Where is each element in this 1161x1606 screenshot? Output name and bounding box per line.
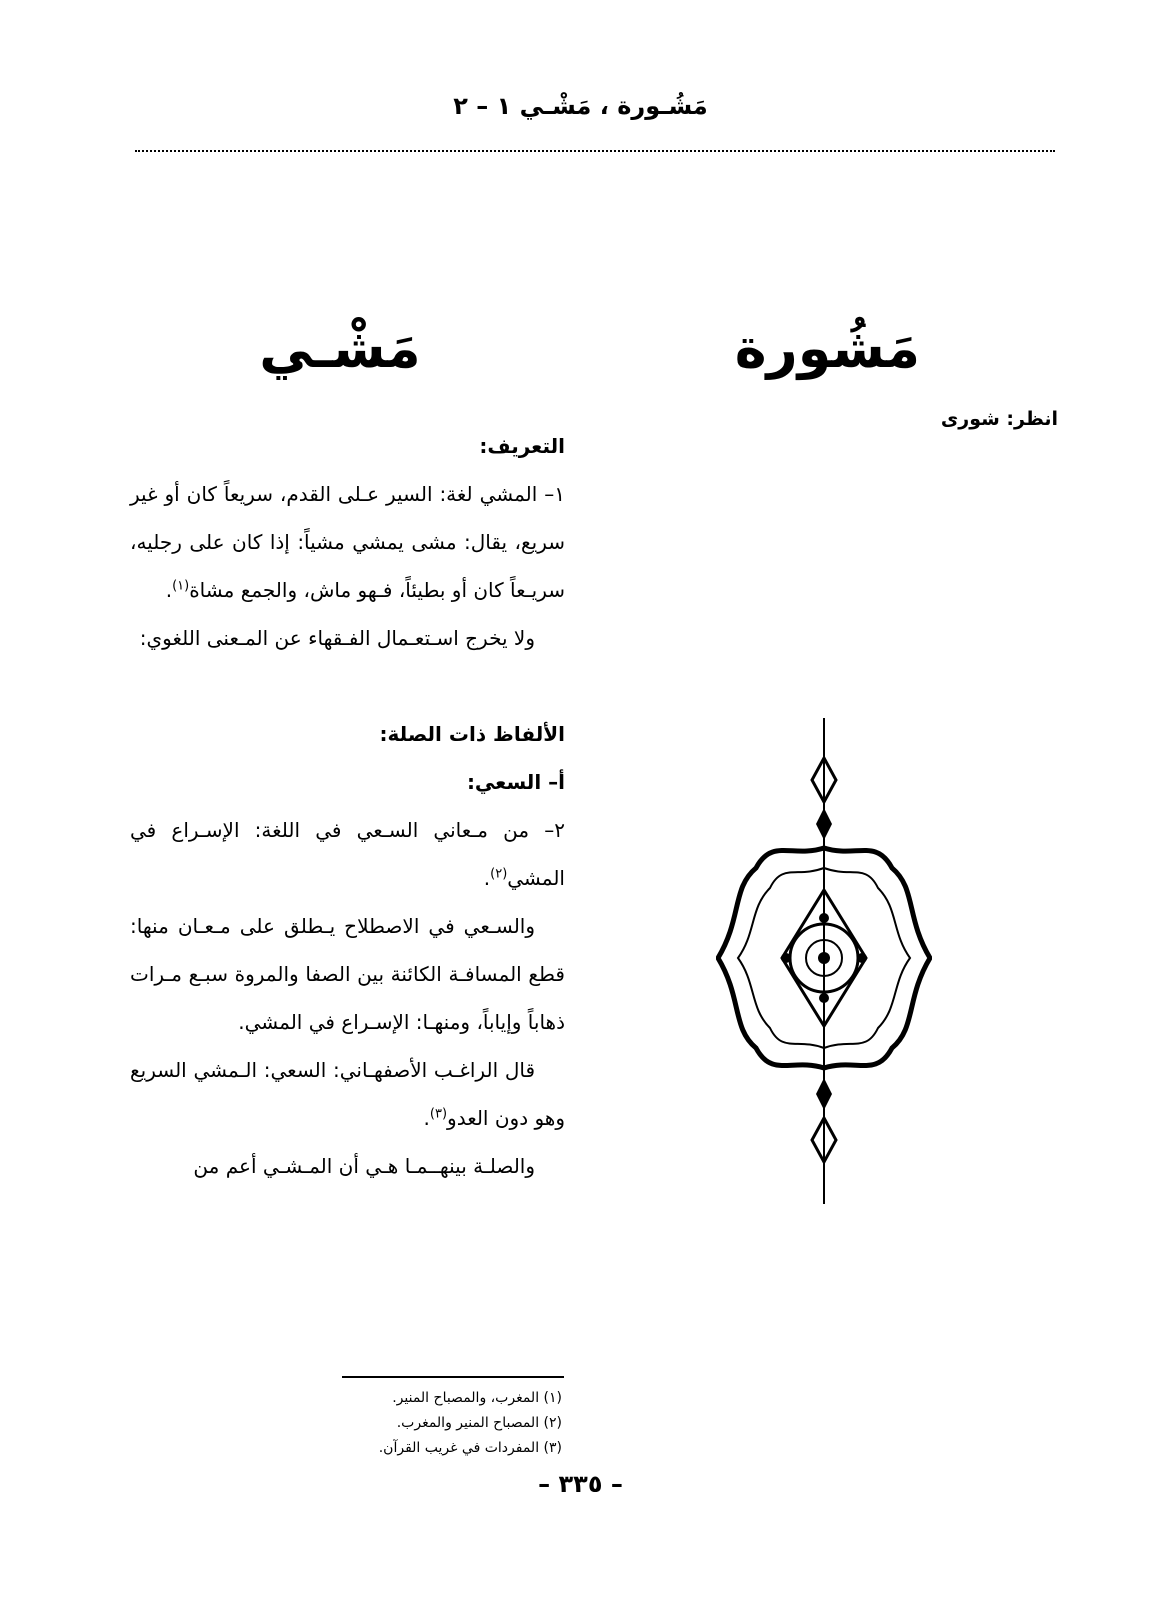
paragraph-2 <box>130 614 565 662</box>
running-head: مَشُـورة ، مَشْـي ١ – ٢ <box>453 92 708 120</box>
see-reference: انظر: شورى <box>940 408 1058 430</box>
para4-line1: والسـعي في الاصطلاح يـطلق على مـعـان <box>177 914 536 938</box>
related-terms-heading: الألفاظ ذات الصلة: <box>379 722 565 746</box>
para3-line1: ٢– من مـعاني السـعي في اللغة: الإسـراع في <box>130 818 565 842</box>
footnote-3: (٣) المفردات في غريب القرآن. <box>378 1440 562 1456</box>
footnote-ref-2: (٢) <box>490 866 508 882</box>
paragraph-3: ٢– من مـعاني السـعي في اللغة: الإسـراع في المشي$^{(٢)}$. <box>130 818 565 890</box>
footnote-ref-3: (٣) <box>429 1106 448 1122</box>
para4-line3: سبـع مـرات ذهاباً وإياباً، ومنهـا: الإسـراع في <box>130 962 565 1034</box>
para1-line3: على رجليه، سريـعاً كان أو بطيئاً، فـهو ماش، <box>130 530 565 602</box>
paragraph-4 <box>130 902 565 1046</box>
entry-title-mashy: مَشْـي <box>259 317 421 380</box>
paragraph-5: قال الراغـب الأصفهـاني: السعي: الـمشي السريع وهو دون العدو$^{(٣)}$. <box>130 1058 565 1130</box>
footnote-2: (٢) المصباح المنير والمغرب. <box>396 1415 562 1431</box>
paragraph-6 <box>130 1142 565 1190</box>
para1-line4: والجمع مشاة <box>189 578 298 602</box>
para4-line2: منها: قطع المسافـة الكائنة بين الصفا والمروة <box>130 914 565 986</box>
footnote-1: (١) المغرب، والمصباح المنير. <box>392 1390 562 1406</box>
para5-line2: السريع وهو دون العدو <box>130 1058 565 1130</box>
entry-body-column <box>130 422 565 1190</box>
definition-heading: التعريف: <box>479 434 565 458</box>
para4-line4: المشي. <box>238 1010 303 1034</box>
header-dotted-rule <box>135 150 1055 152</box>
page-number: – ٣٣٥ – <box>538 1470 623 1498</box>
para1-line1: ١– المشي لغة: السير عـلى القدم، سريعاً كان <box>186 482 565 506</box>
para2-line2: اللغوي: <box>139 626 201 650</box>
sub-heading-sai: أ– السعي: <box>466 770 565 794</box>
footnote-rule <box>342 1376 564 1378</box>
para3-line2: المشي <box>507 866 565 890</box>
entry-title-mashura: مَشُورة <box>734 317 920 380</box>
paragraph-1: ١– المشي لغة: السير عـلى القدم، سريعاً كان أو غير سريع، يقال: مشى يمشي مشياً: إذا كان على رجليه، سريـعاً كان أو بطيئاً، فـهو ماش، والجمع مشاة$^{(١)}$. <box>130 482 566 602</box>
para6-line1: والصلـة بينهــمـا هـي أن المـشـي أعم من <box>193 1154 535 1178</box>
ornament-icon <box>716 718 932 1204</box>
para2-line1: ولا يخرج اسـتعـمال الفـقهاء عن المـعنى <box>206 626 535 650</box>
footnotes <box>300 1386 562 1461</box>
para5-line1: قال الراغـب الأصفهـاني: السعي: الـمشي <box>193 1058 536 1082</box>
para1-line2: أو غير سريع، يقال: مشى يمشي مشياً: إذا كان <box>130 482 566 554</box>
section-spacer <box>130 662 565 710</box>
footnote-ref-1: (١) <box>172 578 190 594</box>
